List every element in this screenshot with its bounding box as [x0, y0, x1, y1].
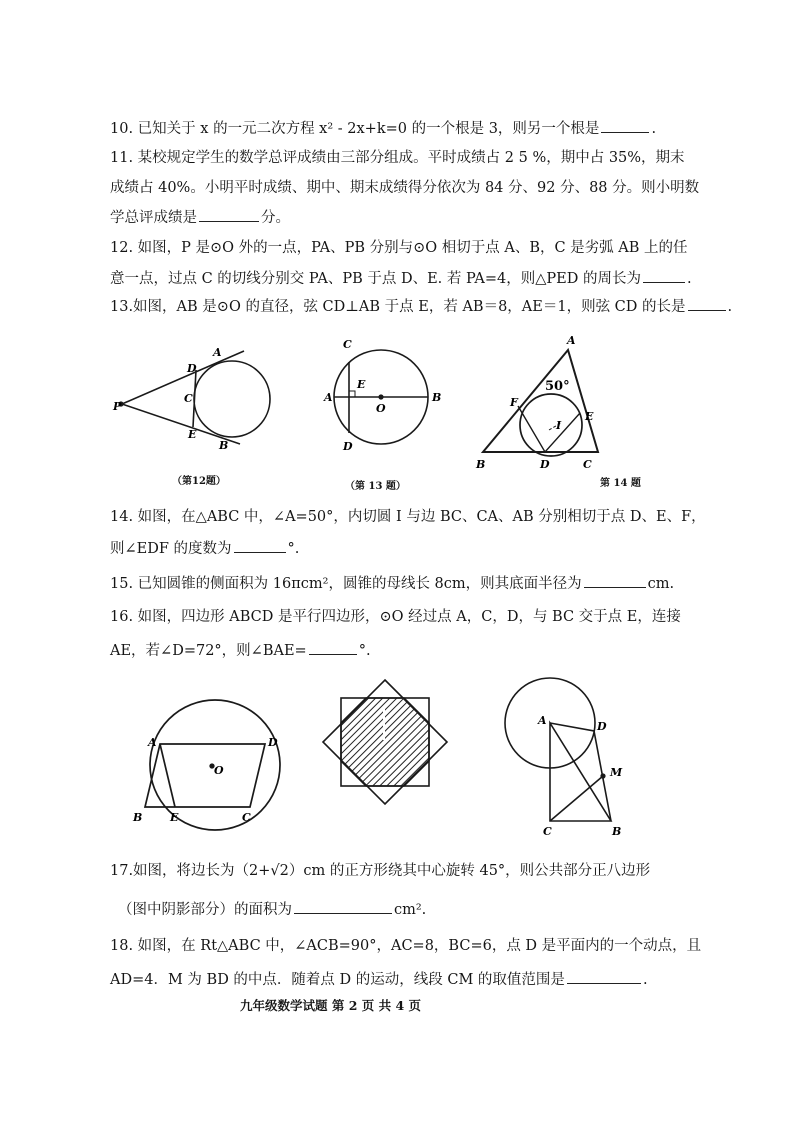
fig13-label-b: B: [432, 391, 442, 404]
fig12-circle: [194, 361, 270, 437]
question-16-line-2: [110, 640, 371, 661]
answer-blank-11[interactable]: [199, 207, 259, 222]
page-footer: 九年级数学试题 第 2 页 共 4 页: [240, 998, 422, 1013]
fig14-label-i: I: [556, 419, 562, 432]
question-12-line-1: 12. 如图，P 是⊙O 外的一点，PA、PB 分别与⊙O 相切于点 A、B，C 是劣弧 AB 上的任: [110, 240, 688, 256]
question-16-text: AE，若∠D=72°，则∠BAE=: [110, 643, 307, 659]
fig13-label-d: D: [343, 440, 353, 453]
fig16-segment-ae: [160, 744, 175, 807]
question-16-line-1: 16. 如图，四边形 ABCD 是平行四边形，⊙O 经过点 A，C，D，与 BC 交于点 E，连接: [110, 609, 681, 625]
fig14-label-e: E: [585, 410, 594, 423]
fig13-label-o: O: [376, 402, 386, 415]
fig14-angle-label: 50°: [545, 379, 570, 394]
fig12-label-c: C: [184, 392, 193, 405]
question-17-text: （图中阴影部分）的面积为: [118, 902, 292, 918]
question-18-line-1: 18. 如图，在 Rt△ABC 中，∠ACB=90°，AC=8，BC=6，点 D 是平面内的一个动点，且: [110, 938, 702, 954]
fig16-label-c: C: [242, 811, 251, 824]
fig14-label-c: C: [583, 458, 592, 471]
question-11-text: 学总评成绩是: [110, 210, 197, 226]
question-12-text: 意一点，过点 C 的切线分别交 PA、PB 于点 D、E. 若 PA=4，则△PED 的周长为: [110, 271, 641, 287]
figure-14: [483, 350, 598, 456]
figures-row-2: [0, 670, 794, 840]
fig16-label-a: A: [148, 736, 157, 749]
fig18-label-c: C: [543, 825, 552, 838]
question-10: [110, 118, 656, 139]
question-18-text: AD=4．M 为 BD 的中点．随着点 D 的运动，线段 CM 的取值范围是: [110, 972, 565, 988]
fig12-caption: （第12题）: [172, 476, 226, 487]
fig12-label-e: E: [188, 428, 197, 441]
answer-blank-14[interactable]: [234, 538, 286, 553]
fig12-label-b: B: [219, 439, 229, 452]
question-15-text: 15. 已知圆锥的侧面积为 16πcm²，圆锥的母线长 8cm，则其底面半径为: [110, 576, 582, 592]
figure-13: [334, 350, 428, 444]
question-13-tail: .: [727, 299, 733, 315]
fig13-caption: （第 13 题）: [345, 481, 406, 492]
fig12-tangent-pa: [122, 351, 244, 404]
fig13-right-angle: [349, 391, 355, 397]
answer-blank-17[interactable]: [294, 899, 392, 914]
fig13-label-c: C: [343, 338, 352, 351]
question-11-tail: 分。: [261, 210, 290, 226]
fig18-label-m: M: [610, 766, 623, 779]
question-10-text: 10. 已知关于 x 的一元二次方程 x² - 2x+k=0 的一个根是 3，则另一个根是: [110, 121, 600, 137]
question-17-tail: cm².: [394, 902, 427, 918]
figure-17: [323, 680, 447, 804]
question-14-text: 则∠EDF 的度数为: [110, 541, 232, 557]
answer-blank-15[interactable]: [584, 573, 646, 588]
figure-16: [145, 700, 280, 830]
fig18-segment-cm: [550, 776, 603, 821]
fig13-label-e: E: [357, 378, 366, 391]
fig13-center: [379, 395, 383, 399]
question-18-line-2: [110, 969, 648, 990]
question-12-tail: .: [686, 271, 692, 287]
question-11-line-3: [110, 207, 290, 228]
question-18-tail: .: [642, 972, 648, 988]
figure-18: [505, 678, 611, 821]
fig14-label-a: A: [567, 334, 576, 347]
fig16-label-d: D: [268, 736, 278, 749]
answer-blank-16[interactable]: [309, 640, 357, 655]
question-17-line-1: 17.如图，将边长为（2+√2）cm 的正方形绕其中心旋转 45°，则公共部分正八边形: [110, 863, 651, 879]
answer-blank-18[interactable]: [567, 969, 641, 984]
fig18-label-d: D: [597, 720, 607, 733]
question-15-tail: cm.: [647, 576, 675, 592]
fig12-label-a: A: [213, 346, 222, 359]
answer-blank-12[interactable]: [643, 268, 685, 283]
question-10-tail: .: [651, 121, 657, 137]
question-13-text: 13.如图，AB 是⊙O 的直径，弦 CD⊥AB 于点 E，若 AB＝8，AE＝1，则弦 CD 的长是: [110, 299, 686, 315]
question-11-line-2: 成绩占 40%。小明平时成绩、期中、期末成绩得分依次为 84 分、92 分、88 分。则小明数: [110, 180, 700, 196]
question-11-line-1: 11. 某校规定学生的数学总评成绩由三部分组成。平时成绩占 2 5 %，期中占 35%，期末: [110, 150, 685, 166]
question-14-tail: °.: [287, 541, 300, 557]
fig14-caption: 第 14 题: [600, 478, 641, 489]
question-14-line-1: 14. 如图，在△ABC 中，∠A=50°，内切圆 I 与边 BC、CA、AB 分别相切于点 D、E、F，: [110, 509, 706, 525]
question-17-line-2: [118, 899, 426, 920]
fig13-label-a: A: [324, 391, 333, 404]
fig12-label-d: D: [187, 362, 197, 375]
fig14-label-b: B: [476, 458, 486, 471]
fig16-label-o: O: [214, 764, 224, 777]
figures-row-1: [0, 320, 794, 500]
fig18-label-a: A: [538, 714, 547, 727]
fig14-label-d: D: [540, 458, 550, 471]
question-15: [110, 573, 674, 594]
question-12-line-2: [110, 268, 692, 289]
fig16-label-e: E: [170, 811, 179, 824]
fig14-label-f: F: [510, 396, 518, 409]
fig16-label-b: B: [133, 811, 143, 824]
fig14-triangle: [483, 350, 598, 452]
fig18-point-m: [601, 774, 605, 778]
question-16-tail: °.: [358, 643, 371, 659]
fig18-label-b: B: [612, 825, 622, 838]
question-13: [110, 296, 732, 317]
fig12-label-p: P: [113, 400, 122, 413]
answer-blank-10[interactable]: [601, 118, 649, 133]
fig12-tangent-pb: [122, 404, 240, 444]
answer-blank-13[interactable]: [688, 296, 726, 311]
question-14-line-2: [110, 538, 299, 559]
